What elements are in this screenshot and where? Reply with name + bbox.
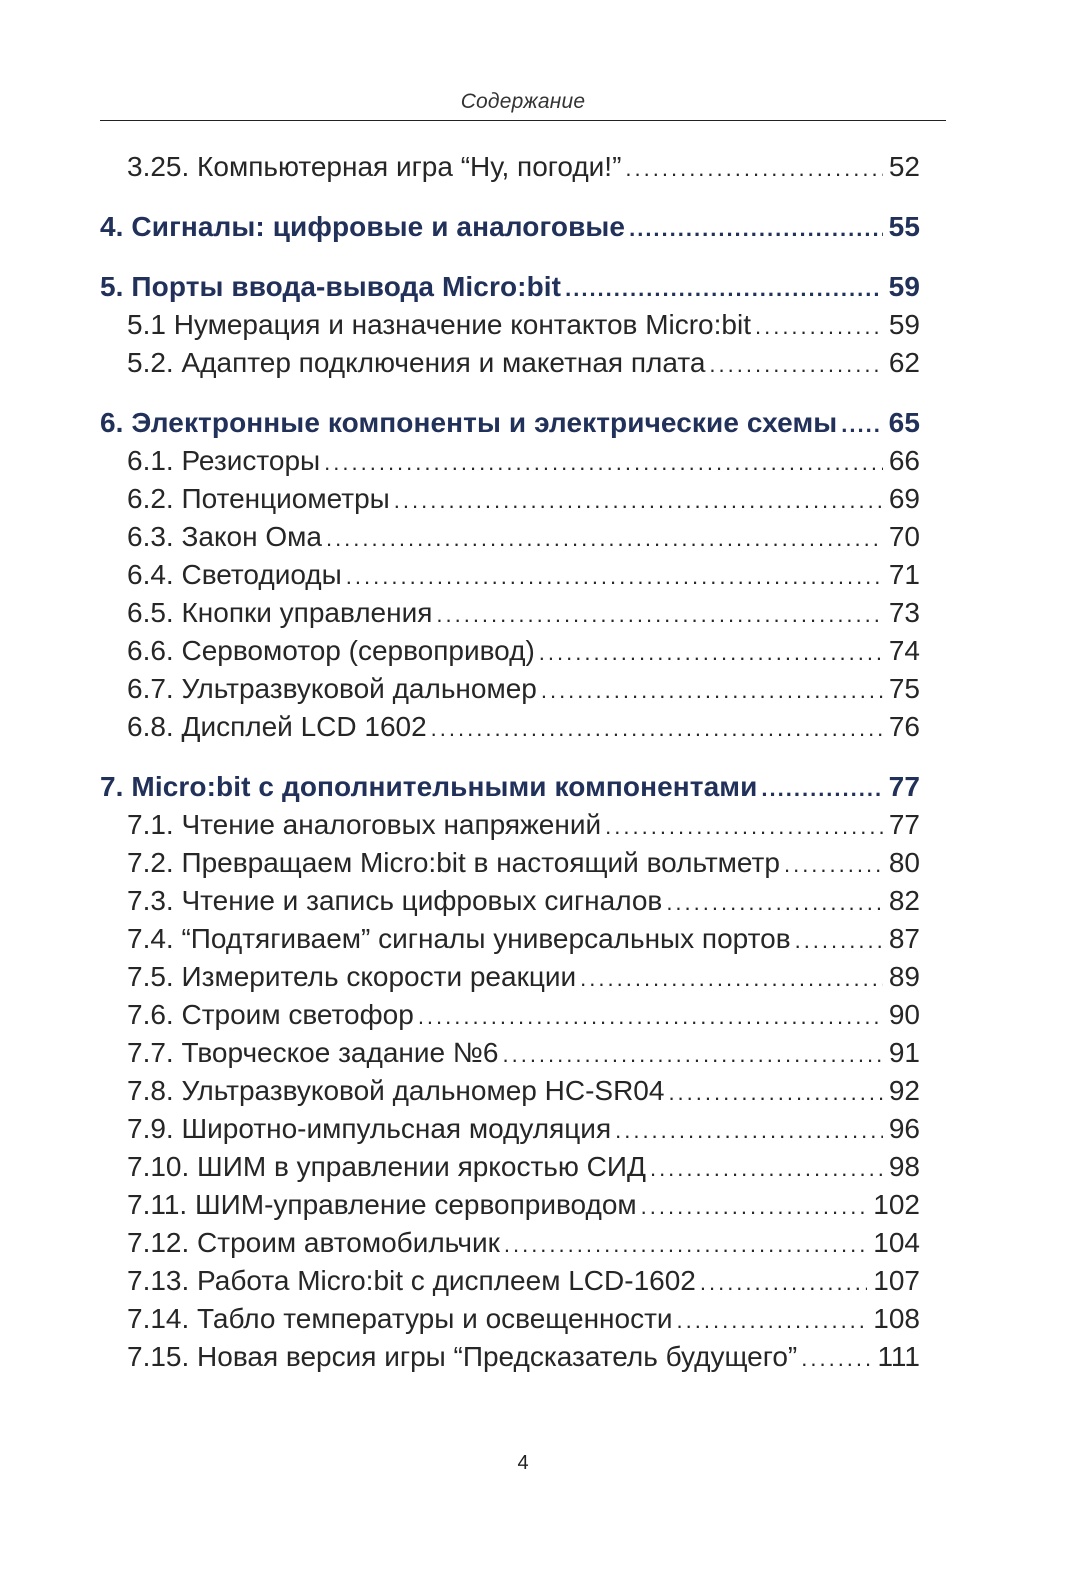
- toc-entry-page: 65: [888, 407, 920, 438]
- toc-entry-title: 7.9. Широтно-импульсная модуляция: [127, 1113, 612, 1144]
- toc-entry-title: 7.8. Ультразвуковой дальномер HC-SR04: [127, 1075, 665, 1106]
- toc-entry-title: 7.15. Новая версия игры “Предсказатель будущего”: [127, 1341, 798, 1372]
- toc-entry-page: 59: [888, 271, 920, 302]
- toc-entry-title: 6. Электронные компоненты и электрические схемы: [100, 407, 838, 438]
- toc-entry-title: 7.12. Строим автомобильчик: [127, 1227, 500, 1258]
- toc-section-entry[interactable]: [100, 996, 920, 1034]
- toc-entry-page: 66: [888, 445, 920, 476]
- toc-entry-title: 6.4. Светодиоды: [127, 559, 342, 590]
- toc-dot-leader: [629, 210, 883, 248]
- toc-entry-title: 7.11. ШИМ-управление сервоприводом: [127, 1189, 637, 1220]
- toc-dot-leader: [504, 1226, 867, 1264]
- toc-dot-leader: [666, 884, 883, 922]
- toc-entry-title: 7.3. Чтение и запись цифровых сигналов: [127, 885, 663, 916]
- toc-entry-title: 6.2. Потенциометры: [127, 483, 390, 514]
- toc-dot-leader: [650, 1150, 883, 1188]
- toc-entry-page: 69: [888, 483, 920, 514]
- toc-entry-page: 62: [888, 347, 920, 378]
- toc-section-entry[interactable]: [100, 148, 920, 186]
- toc-section-entry[interactable]: [100, 958, 920, 996]
- toc-entry-page: 77: [888, 809, 920, 840]
- toc-entry-page: 87: [888, 923, 920, 954]
- toc-section-entry[interactable]: [100, 806, 920, 844]
- toc-entry-page: 77: [888, 771, 920, 802]
- toc-entry-title: 4. Сигналы: цифровые и аналоговые: [100, 211, 626, 242]
- toc-section-entry[interactable]: [100, 594, 920, 632]
- toc-entry-page: 70: [888, 521, 920, 552]
- toc-entry-page: 82: [888, 885, 920, 916]
- toc-section-entry[interactable]: [100, 1186, 920, 1224]
- toc-chapter-entry[interactable]: [100, 768, 920, 806]
- toc-entry-title: 6.3. Закон Ома: [127, 521, 322, 552]
- toc-section-entry[interactable]: [100, 1262, 920, 1300]
- toc-dot-leader: [761, 770, 882, 808]
- toc-entry-title: 6.7. Ультразвуковой дальномер: [127, 673, 537, 704]
- toc-dot-leader: [565, 270, 883, 308]
- toc-dot-leader: [580, 960, 883, 998]
- toc-entry-title: 7.5. Измеритель скорости реакции: [127, 961, 577, 992]
- toc-entry-page: 108: [873, 1303, 920, 1334]
- toc-entry-page: 55: [888, 211, 920, 242]
- toc-dot-leader: [605, 808, 883, 846]
- toc-dot-leader: [615, 1112, 883, 1150]
- toc-dot-leader: [326, 520, 883, 558]
- toc-dot-leader: [841, 406, 882, 444]
- toc-entry-title: 7. Micro:bit с дополнительными компонентами: [100, 771, 758, 802]
- toc-entry-title: 6.6. Сервомотор (сервопривод): [127, 635, 535, 666]
- toc-dot-leader: [539, 634, 883, 672]
- toc-section-entry[interactable]: [100, 442, 920, 480]
- toc-entry-page: 91: [888, 1037, 920, 1068]
- toc-entry-title: 7.14. Табло температуры и освещенности: [127, 1303, 673, 1334]
- header-rule: [100, 120, 946, 121]
- toc-chapter-entry[interactable]: [100, 268, 920, 306]
- toc-entry-page: 104: [873, 1227, 920, 1258]
- toc-entry-title: 7.10. ШИМ в управлении яркостью СИД: [127, 1151, 646, 1182]
- page-number: 4: [517, 1452, 529, 1474]
- toc-dot-leader: [324, 444, 883, 482]
- toc-entry-page: 96: [888, 1113, 920, 1144]
- toc-dot-leader: [431, 710, 883, 748]
- toc-entry-title: 7.6. Строим светофор: [127, 999, 414, 1030]
- toc-section-entry[interactable]: [100, 882, 920, 920]
- toc-entry-title: 7.13. Работа Micro:bit с дисплеем LCD-1602: [127, 1265, 696, 1296]
- toc-dot-leader: [502, 1036, 882, 1074]
- toc-entry-page: 102: [873, 1189, 920, 1220]
- toc-chapter-entry[interactable]: [100, 208, 920, 246]
- toc-section-entry[interactable]: [100, 1034, 920, 1072]
- toc-section-entry[interactable]: [100, 844, 920, 882]
- toc-section-entry[interactable]: [100, 1224, 920, 1262]
- toc-dot-leader: [625, 150, 882, 188]
- toc-dot-leader: [755, 308, 883, 346]
- toc-entry-page: 71: [888, 559, 920, 590]
- toc-entry-title: 5. Порты ввода-вывода Micro:bit: [100, 271, 562, 302]
- toc-section-entry[interactable]: [100, 1148, 920, 1186]
- toc-section-entry[interactable]: [100, 708, 920, 746]
- toc-section-entry[interactable]: [100, 670, 920, 708]
- toc-entry-title: 6.5. Кнопки управления: [127, 597, 433, 628]
- toc-chapter-entry[interactable]: [100, 404, 920, 442]
- toc-section-entry[interactable]: [100, 632, 920, 670]
- toc-entry-page: 107: [873, 1265, 920, 1296]
- running-head-title: Содержание: [460, 90, 586, 113]
- toc-section-entry[interactable]: [100, 1300, 920, 1338]
- toc-entry-page: 75: [888, 673, 920, 704]
- toc-dot-leader: [700, 1264, 867, 1302]
- toc-entry-title: 6.1. Резисторы: [127, 445, 321, 476]
- toc-entry-title: 6.8. Дисплей LCD 1602: [127, 711, 427, 742]
- toc-section-entry[interactable]: [100, 556, 920, 594]
- toc-entry-page: 90: [888, 999, 920, 1030]
- toc-entry-page: 76: [888, 711, 920, 742]
- toc-dot-leader: [801, 1340, 871, 1378]
- toc-dot-leader: [346, 558, 883, 596]
- table-of-contents: [100, 148, 920, 1376]
- toc-dot-leader: [668, 1074, 882, 1112]
- toc-entry-title: 7.2. Превращаем Micro:bit в настоящий вольтметр: [127, 847, 780, 878]
- toc-entry-page: 111: [877, 1341, 920, 1372]
- toc-dot-leader: [436, 596, 882, 634]
- toc-dot-leader: [418, 998, 883, 1036]
- toc-entry-page: 92: [888, 1075, 920, 1106]
- toc-section-entry[interactable]: [100, 1072, 920, 1110]
- toc-section-entry[interactable]: [100, 344, 920, 382]
- toc-entry-page: 98: [888, 1151, 920, 1182]
- toc-entry-title: 7.1. Чтение аналоговых напряжений: [127, 809, 602, 840]
- toc-entry-title: 7.4. “Подтягиваем” сигналы универсальных портов: [127, 923, 791, 954]
- toc-section-entry[interactable]: [100, 920, 920, 958]
- toc-entry-page: 59: [888, 309, 920, 340]
- toc-dot-leader: [641, 1188, 868, 1226]
- toc-section-entry[interactable]: [100, 518, 920, 556]
- toc-dot-leader: [394, 482, 883, 520]
- toc-entry-title: 5.2. Адаптер подключения и макетная плата: [127, 347, 706, 378]
- toc-entry-title: 5.1 Нумерация и назначение контактов Micro:bit: [127, 309, 751, 340]
- toc-section-entry[interactable]: [100, 306, 920, 344]
- toc-dot-leader: [795, 922, 883, 960]
- toc-dot-leader: [677, 1302, 868, 1340]
- toc-section-entry[interactable]: [100, 1338, 920, 1376]
- toc-entry-page: 73: [888, 597, 920, 628]
- toc-dot-leader: [541, 672, 883, 710]
- toc-section-entry[interactable]: [100, 480, 920, 518]
- toc-entry-page: 89: [888, 961, 920, 992]
- toc-section-entry[interactable]: [100, 1110, 920, 1148]
- toc-dot-leader: [709, 346, 882, 384]
- toc-dot-leader: [784, 846, 883, 884]
- toc-entry-title: 3.25. Компьютерная игра “Ну, погоди!”: [127, 151, 622, 182]
- toc-entry-title: 7.7. Творческое задание №6: [127, 1037, 499, 1068]
- toc-entry-page: 52: [888, 151, 920, 182]
- toc-entry-page: 80: [888, 847, 920, 878]
- toc-entry-page: 74: [888, 635, 920, 666]
